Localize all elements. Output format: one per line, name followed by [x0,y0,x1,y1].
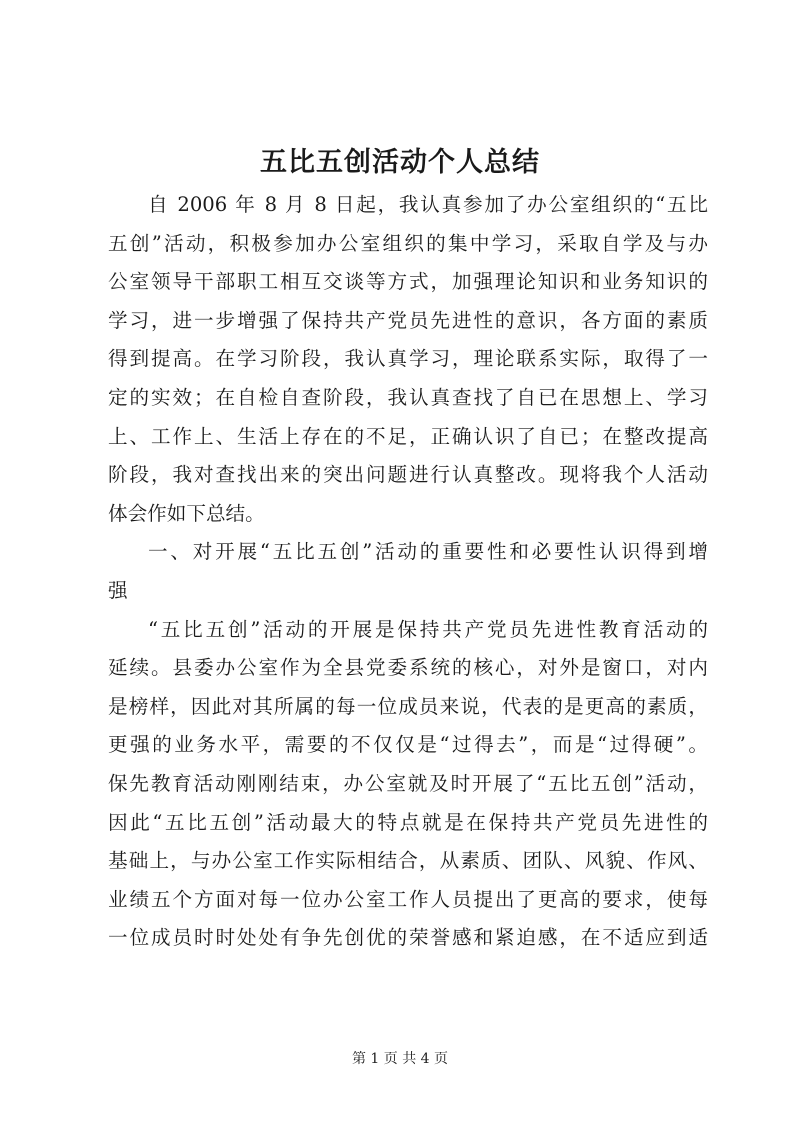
page-footer: 第 1 页 共 4 页 [351,1051,449,1067]
body-line: 业绩五个方面对每一位办公室工作人员提出了更高的要求，使每 [108,887,708,911]
body-line: 上、工作上、生活上存在的不足，正确认识了自已；在整改提高 [108,424,708,448]
section-heading-line: 强 [108,578,128,602]
body-line: 公室领导干部职工相互交谈等方式，加强理论知识和业务知识的 [108,270,708,294]
body-line: 因此“五比五创”活动最大的特点就是在保持共产党员先进性的 [108,810,708,834]
body-line: 体会作如下总结。 [108,501,265,525]
body-line: “五比五创”活动的开展是保持共产党员先进性教育活动的 [148,617,708,641]
document-title: 五比五创活动个人总结 [260,147,540,178]
body-line: 五创”活动，积极参加办公室组织的集中学习，采取自学及与办 [108,231,708,255]
body-line: 学习，进一步增强了保持共产党员先进性的意识，各方面的素质 [108,308,708,332]
body-line: 阶段，我对查找出来的突出问题进行认真整改。现将我个人活动 [108,463,708,487]
section-heading-line: 一、对开展“五比五创”活动的重要性和必要性认识得到增 [148,540,708,564]
body-line: 一位成员时时处处有争先创优的荣誉感和紧迫感，在不适应到适 [108,926,708,950]
document-body [108,186,708,958]
body-line: 定的实效；在自检自查阶段，我认真查找了自已在思想上、学习 [108,385,708,409]
body-line: 更强的业务水平，需要的不仅仅是“过得去”，而是“过得硬”。 [108,733,708,757]
body-line: 延续。县委办公室作为全县党委系统的核心，对外是窗口，对内 [108,656,708,680]
body-line: 得到提高。在学习阶段，我认真学习，理论联系实际，取得了一 [108,347,708,371]
body-line: 自 2006 年 8 月 8 日起，我认真参加了办公室组织的“五比 [148,193,708,216]
body-line: 是榜样，因此对其所属的每一位成员来说，代表的是更高的素质， [108,694,708,718]
body-line: 保先教育活动刚刚结束，办公室就及时开展了“五比五创”活动， [108,771,708,795]
body-line: 基础上，与办公室工作实际相结合，从素质、团队、风貌、作风、 [108,849,708,873]
